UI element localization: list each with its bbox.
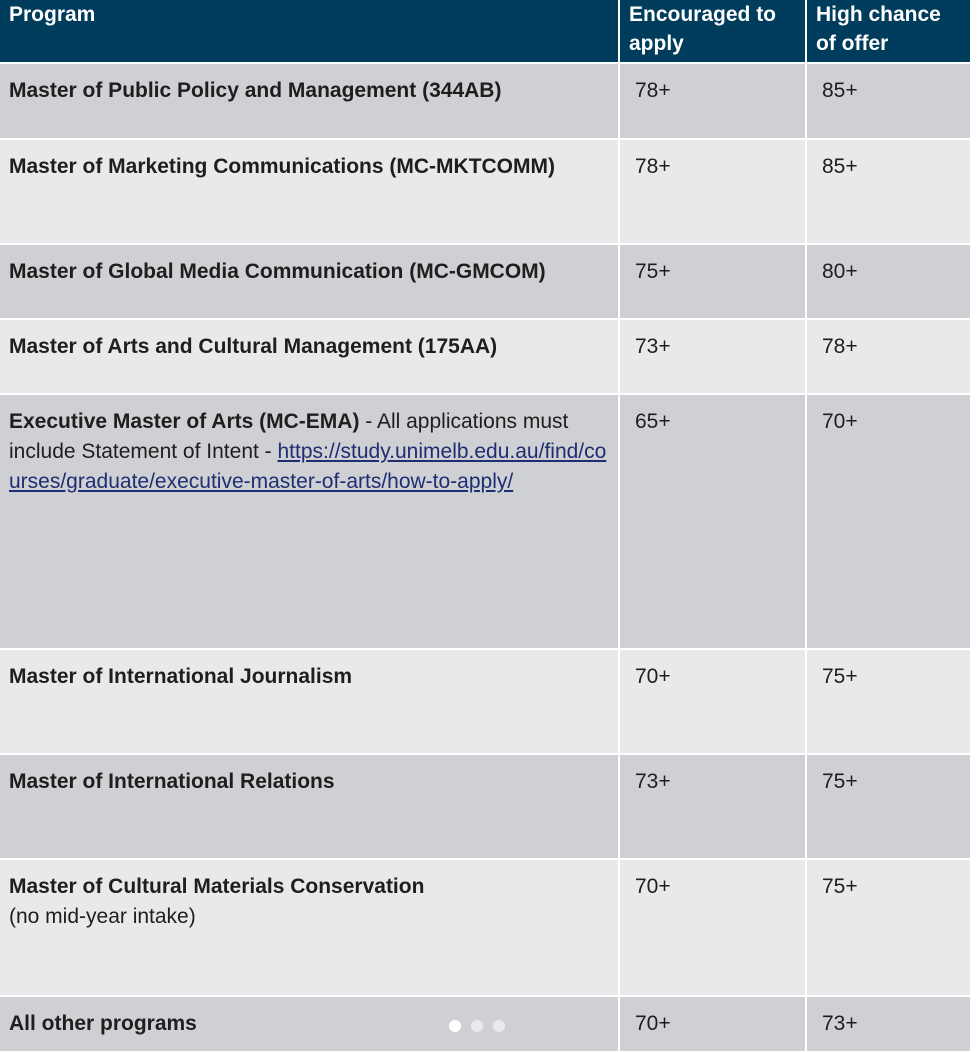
table-row xyxy=(0,754,970,859)
program-cell xyxy=(0,996,619,1052)
header-program: Program xyxy=(0,0,619,63)
high-chance-cell: 85+ xyxy=(806,63,970,139)
program-name: Executive Master of Arts (MC-EMA) xyxy=(9,410,360,433)
program-name: Master of International Journalism xyxy=(9,665,353,688)
encouraged-cell: 65+ xyxy=(619,394,806,649)
how-to-apply-link[interactable]: https://study.unimelb.edu.au/find/courses/graduate/executive-master-of-arts/how-to-apply/ xyxy=(9,440,607,493)
program-name: All other programs xyxy=(9,1012,197,1035)
table-row xyxy=(0,63,970,139)
high-chance-cell: 73+ xyxy=(806,996,970,1052)
table-row xyxy=(0,859,970,996)
program-name: Master of Marketing Communications (MC-MKTCOMM) xyxy=(9,155,555,178)
program-cell xyxy=(0,319,619,394)
high-chance-cell: 70+ xyxy=(806,394,970,649)
high-chance-cell: 78+ xyxy=(806,319,970,394)
table-row xyxy=(0,649,970,754)
program-name: Master of Public Policy and Management (344AB) xyxy=(9,79,502,102)
program-cell xyxy=(0,139,619,244)
program-cell xyxy=(0,394,619,649)
encouraged-cell: 73+ xyxy=(619,754,806,859)
program-cell xyxy=(0,649,619,754)
encouraged-cell: 70+ xyxy=(619,649,806,754)
program-note: - All applications must include Statement of Intent - xyxy=(9,410,569,463)
encouraged-cell: 70+ xyxy=(619,859,806,996)
program-name: Master of International Relations xyxy=(9,770,335,793)
program-name: Master of Global Media Communication (MC-GMCOM) xyxy=(9,260,546,283)
table-row xyxy=(0,319,970,394)
program-cell xyxy=(0,244,619,319)
header-high-chance-of-offer: High chance of offer xyxy=(806,0,970,63)
header-encouraged-to-apply: Encouraged to apply xyxy=(619,0,806,63)
table-row xyxy=(0,139,970,244)
program-cell xyxy=(0,754,619,859)
table-row xyxy=(0,244,970,319)
high-chance-cell: 75+ xyxy=(806,859,970,996)
table-row xyxy=(0,394,970,649)
program-note: (no mid-year intake) xyxy=(9,905,196,928)
program-name: Master of Cultural Materials Conservation xyxy=(9,875,425,898)
program-name: Master of Arts and Cultural Management (175AA) xyxy=(9,335,498,358)
carousel-dot-3[interactable] xyxy=(493,1020,505,1032)
encouraged-cell: 70+ xyxy=(619,996,806,1052)
carousel-dot-2[interactable] xyxy=(471,1020,483,1032)
program-cell xyxy=(0,63,619,139)
encouraged-cell: 78+ xyxy=(619,139,806,244)
encouraged-cell: 75+ xyxy=(619,244,806,319)
high-chance-cell: 75+ xyxy=(806,754,970,859)
table-header-row xyxy=(0,0,970,63)
encouraged-cell: 73+ xyxy=(619,319,806,394)
program-cell xyxy=(0,859,619,996)
high-chance-cell: 85+ xyxy=(806,139,970,244)
encouraged-cell: 78+ xyxy=(619,63,806,139)
carousel-dots xyxy=(449,1020,505,1032)
carousel-dot-1[interactable] xyxy=(449,1020,461,1032)
high-chance-cell: 75+ xyxy=(806,649,970,754)
high-chance-cell: 80+ xyxy=(806,244,970,319)
